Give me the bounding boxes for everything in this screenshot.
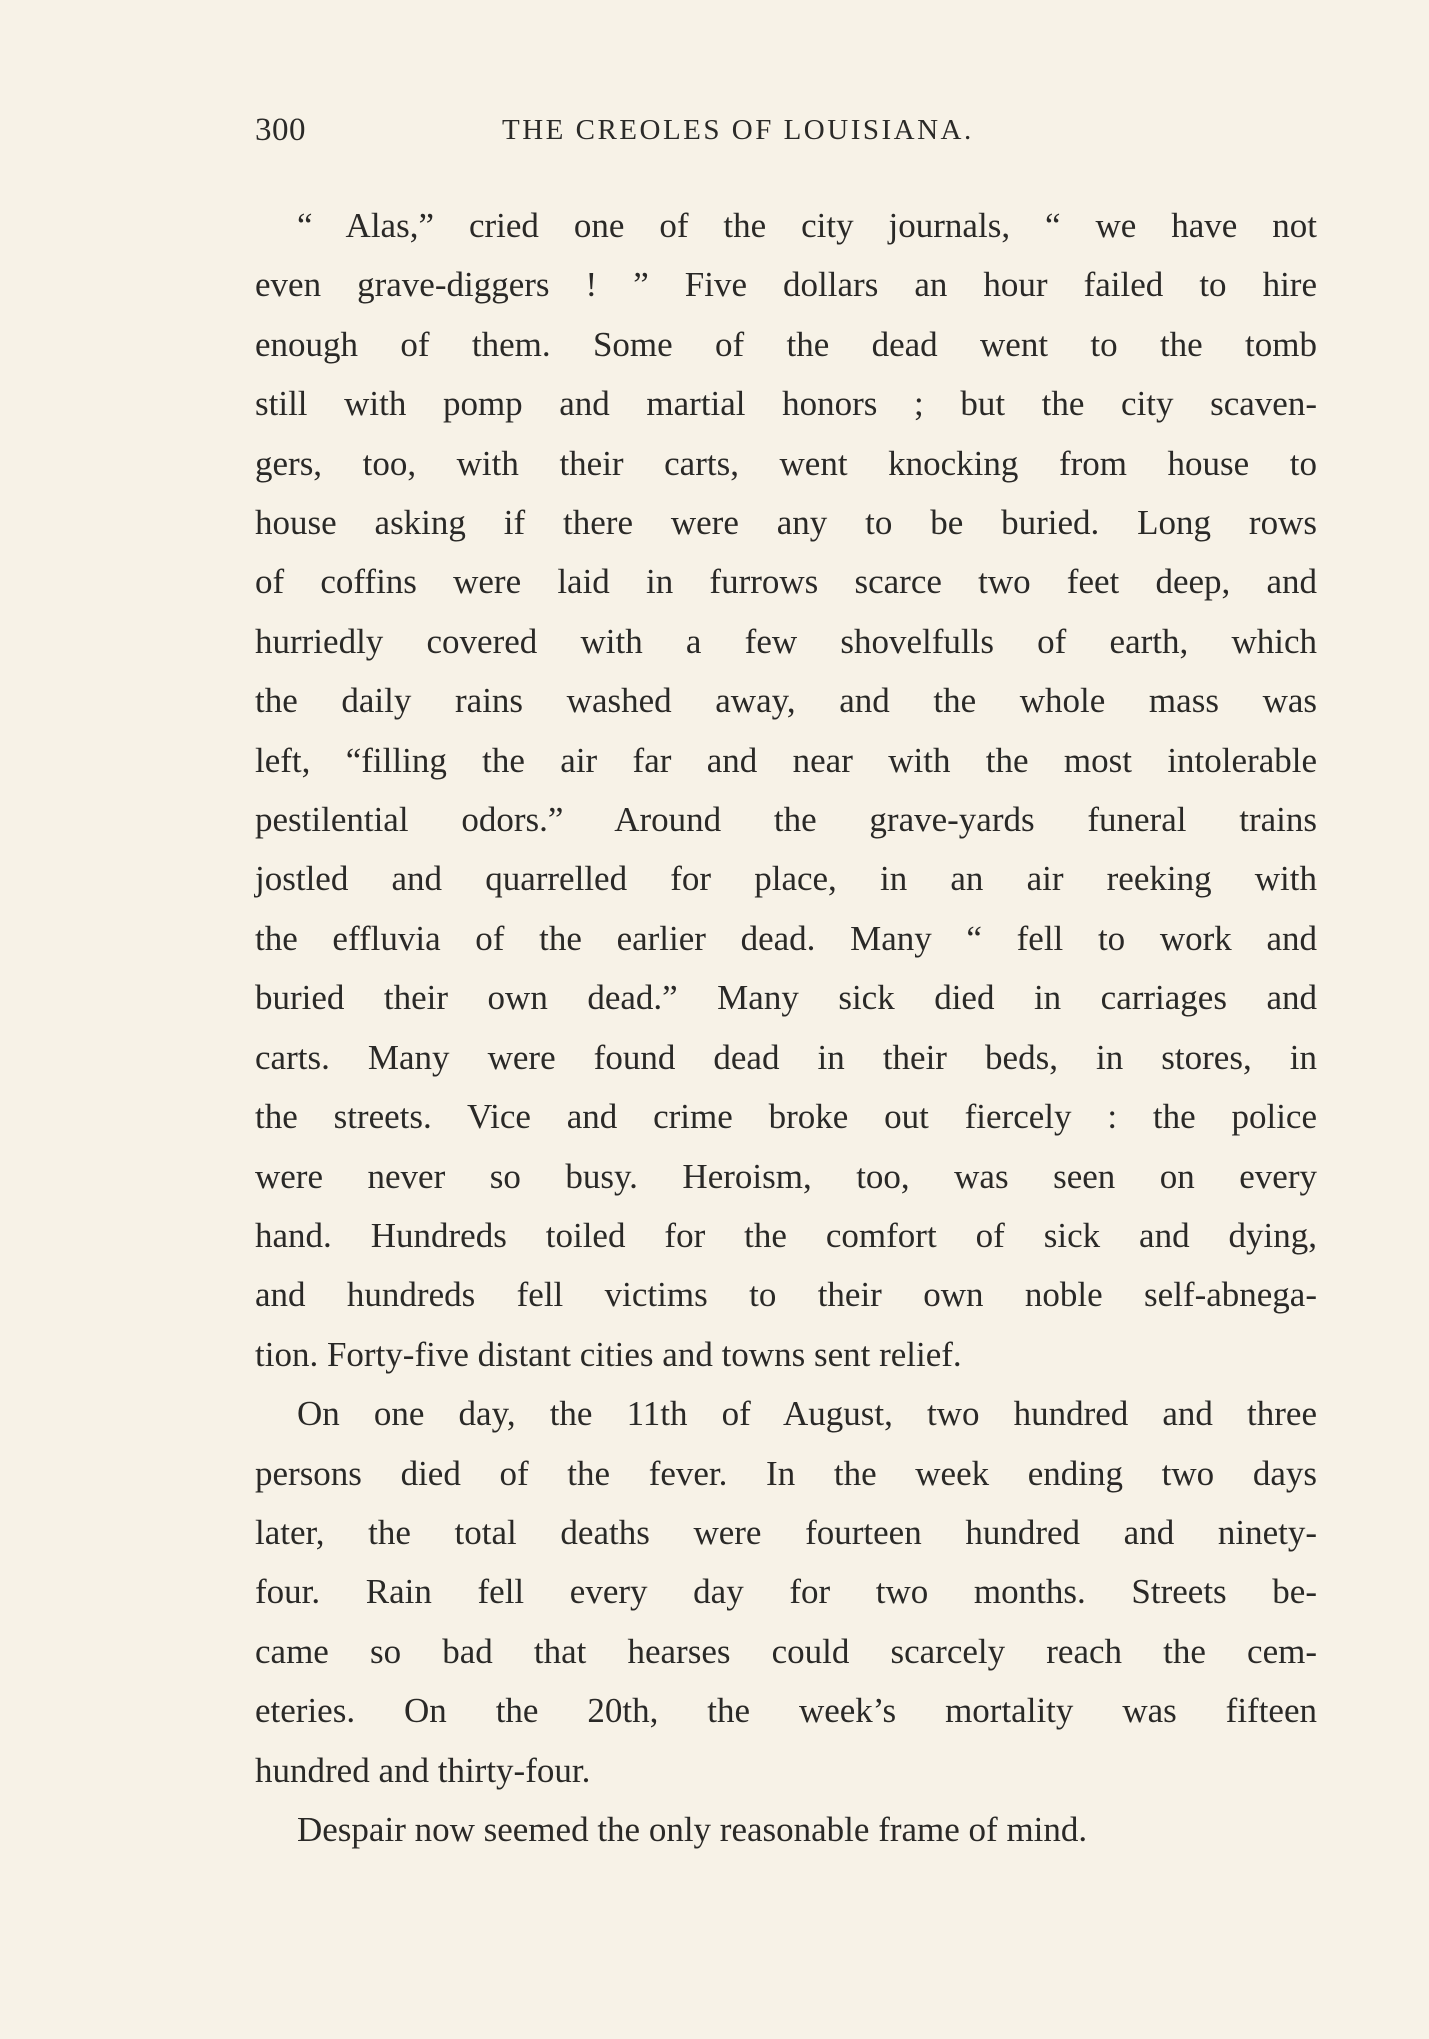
- text-line: were never so busy. Heroism, too, was seen on every: [255, 1156, 1317, 1196]
- text-line: still with pomp and martial honors ; but the city scaven-: [255, 384, 1317, 424]
- text-line: Despair now seemed the only reasonable frame of mind.: [297, 1809, 1088, 1849]
- text-line: of coffins were laid in furrows scarce two feet deep, and: [255, 562, 1317, 602]
- text-line: “ Alas,” cried one of the city journals, “ we have not: [297, 206, 1317, 245]
- running-title: THE CREOLES OF LOUISIANA.: [502, 114, 974, 146]
- text-line: persons died of the fever. In the week ending two days: [255, 1453, 1317, 1493]
- page-header: [255, 112, 1335, 162]
- text-line: four. Rain fell every day for two months. Streets be-: [255, 1572, 1317, 1612]
- text-line: eteries. On the 20th, the week’s mortality was fifteen: [255, 1691, 1317, 1731]
- text-line: tion. Forty-five distant cities and towns sent relief.: [255, 1334, 962, 1374]
- text-line: the daily rains washed away, and the whole mass was: [255, 681, 1317, 721]
- text-line: the streets. Vice and crime broke out fiercely : the police: [255, 1097, 1317, 1137]
- text-line: even grave-diggers ! ” Five dollars an hour failed to hire: [255, 265, 1317, 305]
- text-line: hand. Hundreds toiled for the comfort of sick and dying,: [255, 1215, 1317, 1255]
- text-line: carts. Many were found dead in their beds, in stores, in: [255, 1037, 1317, 1077]
- text-line: house asking if there were any to be buried. Long rows: [255, 503, 1317, 543]
- text-line: jostled and quarrelled for place, in an air reeking with: [255, 859, 1317, 899]
- text-line: buried their own dead.” Many sick died in carriages and: [255, 978, 1317, 1018]
- text-line: came so bad that hearses could scarcely reach the cem-: [255, 1631, 1317, 1671]
- text-line: hundred and thirty-four.: [255, 1750, 591, 1790]
- text-line: left, “filling the air far and near with the most intolerable: [255, 740, 1317, 780]
- text-line: On one day, the 11th of August, two hundred and three: [297, 1394, 1317, 1434]
- page-number: 300: [255, 112, 306, 148]
- body-text: [255, 196, 1317, 1859]
- text-line: enough of them. Some of the dead went to the tomb: [255, 324, 1317, 364]
- text-line: the effluvia of the earlier dead. Many “ fell to work and: [255, 918, 1317, 958]
- text-line: and hundreds fell victims to their own noble self-abnega-: [255, 1275, 1317, 1315]
- text-line: gers, too, with their carts, went knocking from house to: [255, 443, 1317, 483]
- text-line: later, the total deaths were fourteen hundred and ninety-: [255, 1512, 1317, 1552]
- text-line: pestilential odors.” Around the grave-yards funeral trains: [255, 800, 1317, 840]
- text-line: hurriedly covered with a few shovelfulls of earth, which: [255, 621, 1317, 661]
